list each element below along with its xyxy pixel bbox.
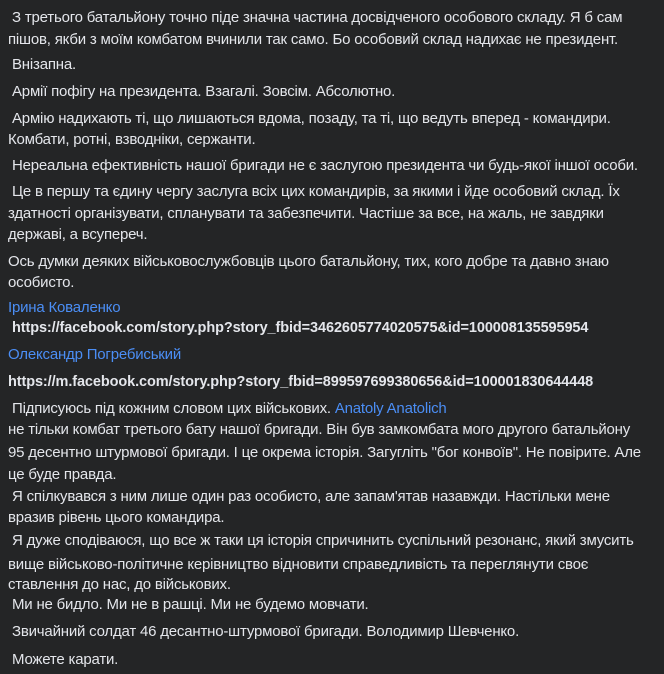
post-text-line: вразив рівень цього командира. bbox=[8, 509, 225, 526]
post-text-line: здатності організувати, спланувати та забезпечити. Частіше за все, на жаль, не завдяки bbox=[8, 205, 604, 222]
post-text-line: Це в першу та єдину чергу заслуга всіх цих командирів, за якими і йде особовий склад. Їх bbox=[12, 183, 620, 200]
post-text-line: З третього батальйону точно піде значна частина досвідченого особового складу. Я б сам bbox=[12, 9, 623, 26]
post-text-line: Нереальна ефективність нашої бригади не є заслугою президента чи будь-якої іншої особи. bbox=[12, 157, 638, 174]
post-text-line: Можете карати. bbox=[12, 651, 119, 668]
story-url-2[interactable]: https://m.facebook.com/story.php?story_fbid=899597699380656&id=100001830644448 bbox=[8, 374, 594, 390]
post-text-line: Я дуже сподіваюся, що все ж таки ця історія спричинить суспільний резонанс, який змусить bbox=[12, 532, 634, 549]
post-text-line: ставлення до нас, до військових. bbox=[8, 576, 231, 593]
post-text-line: не тільки комбат третього бату нашої бригади. Він був замкомбата мого другого батальйону bbox=[8, 421, 631, 438]
post-text-line: це буде правда. bbox=[8, 466, 117, 483]
post-text: Підписуюсь під кожним словом цих військових. bbox=[12, 400, 331, 417]
post-text-line: особисто. bbox=[8, 274, 75, 291]
post-text-line: Комбати, ротні, взводніки, сержанти. bbox=[8, 131, 256, 148]
post-text-line bbox=[12, 399, 447, 419]
post-text-line: Армію надихають ті, що лишаються вдома, позаду, та ті, що ведуть вперед - командири. bbox=[12, 110, 611, 127]
post-text-line: Ми не бидло. Ми не в рашці. Ми не будемо мовчати. bbox=[12, 596, 369, 613]
post-text-line: пішов, якби з моїм комбатом вчинили так само. Бо особовий склад надихає не президент. bbox=[8, 31, 619, 48]
post-text-line: 95 десентно штурмової бригади. І це окрема історія. Загугліть "бог конвоїв". Не повірите. Але bbox=[8, 444, 641, 461]
post-text-line: державі, а всупереч. bbox=[8, 226, 148, 243]
post-text-line: Внізапна. bbox=[12, 56, 76, 73]
mention-link-oleksandr-pohrebyskyi[interactable]: Олександр Погребиський bbox=[8, 346, 182, 363]
post-text-line: Армії пофігу на президента. Взагалі. Зовсім. Абсолютно. bbox=[12, 83, 396, 100]
mention-link-iryna-kovalenko[interactable]: Ірина Коваленко bbox=[8, 299, 121, 316]
post-text-line: Ось думки деяких військовослужбовців цього батальйону, тих, кого добре та давно знаю bbox=[8, 253, 609, 270]
mention-link-anatoly-anatolich[interactable]: Anatoly Anatolich bbox=[334, 400, 447, 417]
post-text-line: вище військово-політичне керівництво відновити справедливість та переглянути своє bbox=[8, 556, 589, 573]
post-text-line: Звичайний солдат 46 десантно-штурмової бригади. Володимир Шевченко. bbox=[12, 623, 520, 640]
story-url-1[interactable]: https://facebook.com/story.php?story_fbid=3462605774020575&id=100008135595954 bbox=[12, 320, 589, 336]
post-text-line: Я спілкувався з ним лише один раз особисто, але запам'ятав назавжди. Настільки мене bbox=[12, 488, 610, 505]
